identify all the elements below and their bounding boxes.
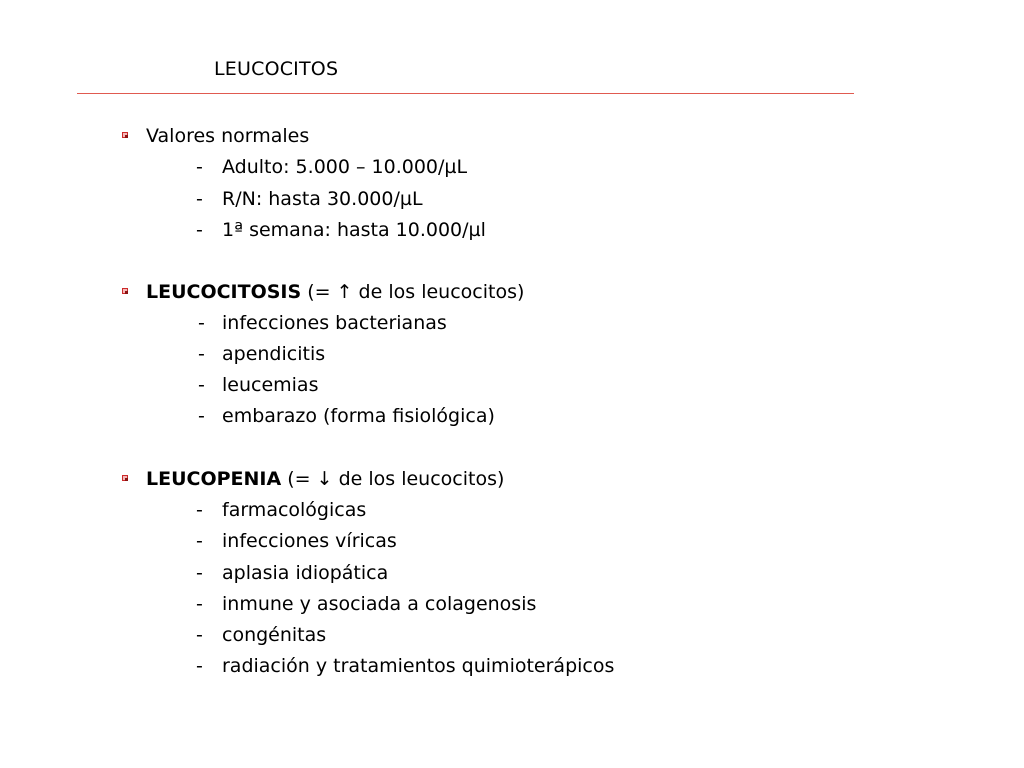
title-divider xyxy=(77,93,854,94)
list-item xyxy=(0,401,1024,431)
section-heading xyxy=(146,464,504,494)
list-item-text: leucemias xyxy=(222,374,319,396)
dash-marker: - xyxy=(198,343,205,365)
list-item xyxy=(0,589,1024,619)
section-heading xyxy=(146,121,309,151)
list-item-text: inmune y asociada a colagenosis xyxy=(222,593,537,615)
list-item-text: embarazo (forma fisiológica) xyxy=(222,405,495,427)
section-leucopenia xyxy=(0,464,1024,494)
dash-marker: - xyxy=(196,188,203,210)
list-item xyxy=(0,526,1024,556)
dash-marker: - xyxy=(196,156,203,178)
list-item xyxy=(0,339,1024,369)
dash-marker: - xyxy=(198,405,205,427)
dash-marker: - xyxy=(196,624,203,646)
list-item-text: aplasia idiopática xyxy=(222,562,389,584)
section-heading-rest: (= ↓ de los leucocitos) xyxy=(281,468,505,490)
dash-marker: - xyxy=(196,219,203,241)
section-heading xyxy=(146,277,524,307)
list-item xyxy=(0,308,1024,338)
list-item-text: radiación y tratamientos quimioterápicos xyxy=(222,655,615,677)
list-item-text: R/N: hasta 30.000/µL xyxy=(222,188,423,210)
dash-marker: - xyxy=(196,655,203,677)
section-heading-bold: LEUCOCITOSIS xyxy=(146,281,302,303)
dash-marker: - xyxy=(196,562,203,584)
list-item xyxy=(0,558,1024,588)
list-item xyxy=(0,152,1024,182)
dash-marker: - xyxy=(196,593,203,615)
section-heading-bold: LEUCOPENIA xyxy=(146,468,282,490)
dash-marker: - xyxy=(198,374,205,396)
section-leucocitosis xyxy=(0,277,1024,307)
list-item-text: infecciones víricas xyxy=(222,530,397,552)
square-bullet-icon xyxy=(122,475,128,481)
list-item-text: congénitas xyxy=(222,624,327,646)
list-item xyxy=(0,651,1024,681)
list-item xyxy=(0,184,1024,214)
list-item xyxy=(0,215,1024,245)
dash-marker: - xyxy=(196,530,203,552)
list-item-text: apendicitis xyxy=(222,343,326,365)
slide-title: LEUCOCITOS xyxy=(214,58,339,80)
section-heading-rest: Valores normales xyxy=(146,125,310,147)
list-item xyxy=(0,495,1024,525)
list-item-text: farmacológicas xyxy=(222,499,367,521)
list-item xyxy=(0,370,1024,400)
dash-marker: - xyxy=(196,499,203,521)
list-item-text: Adulto: 5.000 – 10.000/µL xyxy=(222,156,468,178)
square-bullet-icon xyxy=(122,132,128,138)
dash-marker: - xyxy=(198,312,205,334)
list-item-text: infecciones bacterianas xyxy=(222,312,447,334)
list-item-text: 1ª semana: hasta 10.000/µl xyxy=(222,219,486,241)
square-bullet-icon xyxy=(122,288,128,294)
list-item xyxy=(0,620,1024,650)
section-heading-rest: (= ↑ de los leucocitos) xyxy=(301,281,525,303)
